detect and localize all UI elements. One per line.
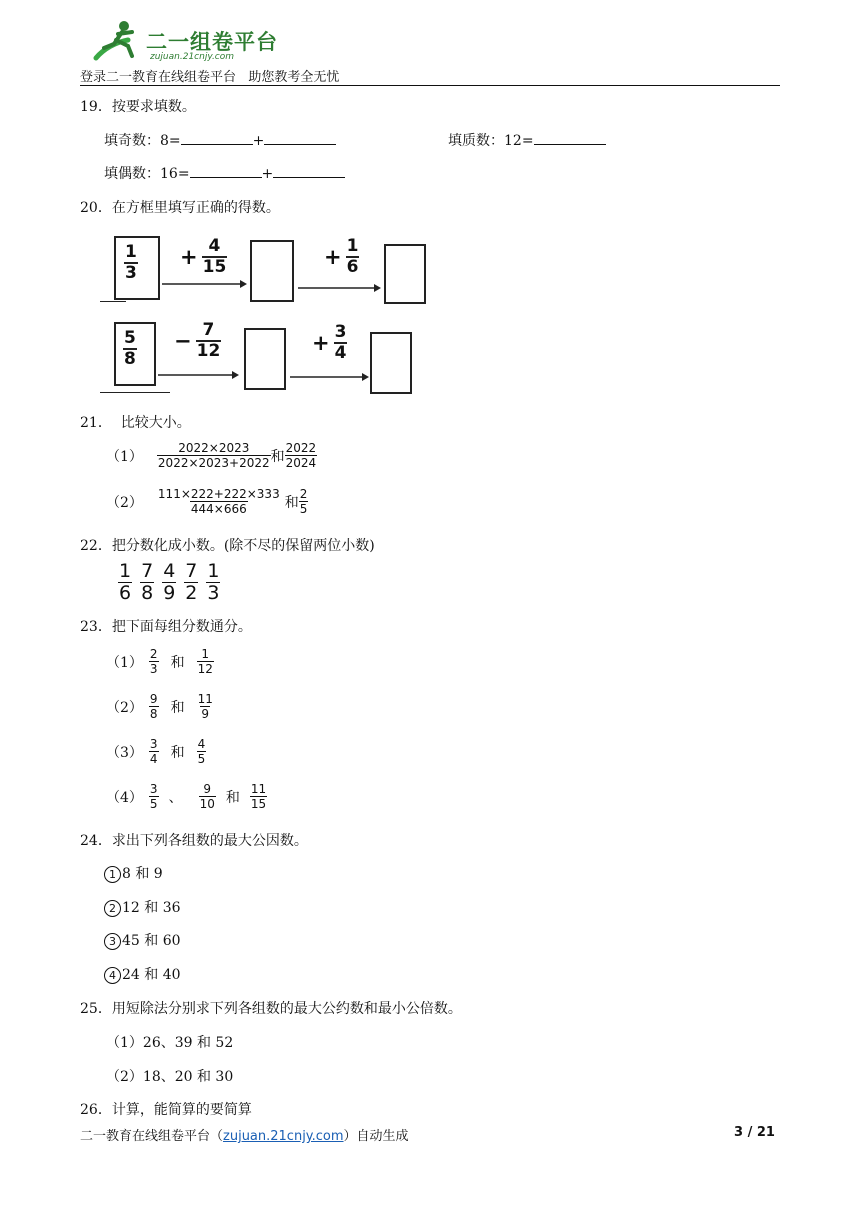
q20-row2-op1 [174, 322, 221, 360]
q23-item [106, 648, 214, 675]
q23-denominator: 8 [149, 707, 158, 721]
q20-row1-op2-sign: + [324, 245, 342, 269]
q23-fraction-a [149, 648, 159, 675]
q19-plus-2: + [261, 166, 274, 182]
q19-prime-blank[interactable] [534, 130, 606, 145]
q22-fraction-denominator: 3 [207, 582, 220, 604]
q22-fraction [162, 562, 176, 603]
q21-part2-fraction-b [299, 488, 309, 515]
q20-row1-start-numerator: 1 [125, 242, 137, 262]
footer-source [80, 1125, 409, 1144]
q23-fraction-a [149, 693, 159, 720]
q21-part1-fraction-b [285, 442, 318, 469]
q25-item: （1）26、39 和 52 [106, 1035, 234, 1051]
q23-denominator: 4 [149, 752, 158, 766]
q23-denominator: 12 [197, 662, 213, 676]
logo-subtext: zujuan.21cnjy.com [150, 52, 235, 62]
q20-row1-arrow-1-icon [160, 278, 248, 290]
q20-title: 20．在方框里填写正确的得数。 [80, 200, 280, 216]
q21-part2-a-denominator: 444×666 [190, 502, 247, 516]
q19-odd-blank-2[interactable] [264, 130, 336, 145]
q20-row2-arrow-1-icon [156, 369, 240, 381]
q24-circled-number: 3 [104, 933, 121, 950]
q20-row2-start-box [114, 322, 156, 386]
q19-title: 19．按要求填数。 [80, 99, 196, 115]
q21-part1-b-numerator: 2022 [285, 441, 317, 455]
q23-and: 和 [170, 654, 185, 671]
q23-and: 和 [225, 789, 240, 806]
q22-fraction-denominator: 2 [185, 582, 198, 604]
q21-part1-a-denominator: 2022×2023+2022 [157, 456, 270, 470]
q22-fraction-numerator: 1 [207, 560, 220, 582]
q21-part1-fraction-a [157, 442, 271, 469]
footer-link[interactable]: zujuan.21cnjy.com [223, 1129, 344, 1144]
q19-odd-blank-1[interactable] [181, 130, 253, 145]
q19-even-label: 填偶数：16= [104, 166, 190, 182]
q19-prime-label: 填质数：12= [448, 133, 534, 149]
q23-fraction-b [197, 738, 207, 765]
q22-fraction-denominator: 6 [119, 582, 132, 604]
q24-item [104, 897, 181, 917]
q24-circled-number: 4 [104, 967, 121, 984]
page-number: 3 / 21 [734, 1125, 775, 1140]
q20-row1-op1 [180, 238, 227, 276]
q24-item-text: 45 和 60 [122, 933, 181, 949]
q20-row1-op2-numerator: 1 [346, 236, 359, 256]
q24-item-text: 12 和 36 [122, 900, 181, 916]
q20-row2-op1-numerator: 7 [202, 320, 215, 340]
q20-row1-start-denominator: 3 [125, 263, 137, 283]
q20-row2-arrow-2-icon [288, 371, 370, 383]
q24-circled-number: 1 [104, 866, 121, 883]
q23-item-label: （3） [106, 744, 143, 761]
q23-item [106, 783, 267, 810]
q24-item [104, 930, 181, 950]
q20-row2-op2 [312, 324, 347, 362]
q19-odd-row [104, 130, 336, 150]
q22-fraction-denominator: 8 [141, 582, 154, 604]
q20-row2-op1-denominator: 12 [196, 341, 221, 361]
q22-fractions [118, 562, 220, 603]
q19-prime-row [448, 130, 606, 150]
q24-item-text: 8 和 9 [122, 866, 163, 882]
q23-item-label: （4） [106, 789, 143, 806]
q21-part2-and: 和 [284, 494, 299, 511]
q20-row1-op1-denominator: 15 [202, 257, 227, 277]
q23-numerator: 4 [197, 737, 206, 751]
q25-title: 25．用短除法分别求下列各组数的最大公约数和最小公倍数。 [80, 1001, 462, 1017]
q23-fraction-a [149, 738, 159, 765]
q23-numerator: 9 [203, 782, 212, 796]
q23-separator: 、 [168, 789, 183, 806]
q23-title: 23．把下面每组分数通分。 [80, 619, 252, 635]
q20-row2-answer-box-1[interactable] [244, 328, 286, 390]
q20-row1-op2 [324, 238, 359, 276]
q20-row2-baseline [100, 392, 170, 393]
q25-item: （2）18、20 和 30 [106, 1069, 234, 1085]
q20-row1-baseline [100, 301, 126, 302]
q20-row2-op2-sign: + [312, 331, 330, 355]
q20-row1 [100, 228, 430, 308]
q23-fraction-m [199, 783, 216, 810]
header-tagline: 登录二一教育在线组卷平台 助您教考全无忧 [80, 70, 340, 85]
q23-denominator: 9 [201, 707, 210, 721]
q19-odd-label: 填奇数：8= [104, 133, 181, 149]
q23-denominator: 5 [197, 752, 206, 766]
q23-item [106, 693, 214, 720]
q20-row1-start-box [114, 236, 160, 300]
q19-even-blank-1[interactable] [190, 163, 262, 178]
q21-part1 [106, 442, 317, 469]
q23-fraction-a [149, 783, 159, 810]
q23-numerator: 3 [149, 782, 158, 796]
q23-numerator: 3 [149, 737, 158, 751]
q23-item-label: （2） [106, 699, 143, 716]
q23-fraction-b [197, 648, 214, 675]
q19-even-blank-2[interactable] [273, 163, 345, 178]
q20-row2-start-denominator: 8 [124, 349, 136, 369]
q20-row2-start-numerator: 5 [124, 328, 136, 348]
q23-numerator: 11 [250, 782, 267, 796]
q23-numerator: 9 [149, 692, 158, 706]
q21-part1-and: 和 [270, 448, 285, 465]
q23-numerator: 1 [201, 647, 210, 661]
q23-item-label: （1） [106, 654, 143, 671]
q19-even-row [104, 163, 345, 183]
q20-row1-answer-box-1[interactable] [250, 240, 294, 302]
q24-title: 24．求出下列各组数的最大公因数。 [80, 833, 308, 849]
q23-denominator: 3 [149, 662, 158, 676]
q20-row2 [100, 318, 430, 396]
q22-fraction [184, 562, 198, 603]
q23-fraction-b [197, 693, 214, 720]
q23-numerator: 11 [197, 692, 213, 706]
q22-fraction-numerator: 7 [185, 560, 198, 582]
q20-row1-answer-box-2[interactable] [384, 244, 426, 304]
q20-row1-op2-denominator: 6 [346, 257, 359, 277]
q24-item [104, 964, 181, 984]
q19-plus-1: + [252, 133, 265, 149]
q23-fraction-b [250, 783, 267, 810]
q23-and: 和 [170, 699, 185, 716]
logo-text: 二一组卷平台 [146, 30, 278, 54]
q23-and: 和 [170, 744, 185, 761]
q21-title: 21． 比较大小。 [80, 415, 191, 431]
q20-row1-op1-numerator: 4 [208, 236, 221, 256]
q22-fraction [206, 562, 220, 603]
q21-part2-b-denominator: 5 [299, 502, 308, 516]
q21-part1-a-numerator: 2022×2023 [178, 441, 250, 455]
q21-part2 [106, 488, 308, 515]
q22-fraction-numerator: 4 [163, 560, 176, 582]
q23-denominator: 10 [199, 797, 215, 811]
q22-fraction [118, 562, 132, 603]
q21-part2-label: （2） [106, 494, 143, 511]
q20-row2-op1-sign: − [174, 329, 192, 353]
q20-row1-arrow-2-icon [296, 282, 382, 294]
q26-title: 26．计算，能简算的要简算 [80, 1102, 252, 1118]
footer-suffix: ）自动生成 [343, 1129, 409, 1144]
q22-fraction-numerator: 7 [141, 560, 154, 582]
q23-item [106, 738, 206, 765]
q20-row2-op2-numerator: 3 [334, 322, 347, 342]
header-logo [88, 18, 288, 64]
q24-circled-number: 2 [104, 900, 121, 917]
q22-fraction-denominator: 9 [163, 582, 176, 604]
q21-part2-b-numerator: 2 [299, 487, 308, 501]
q21-part2-a-numerator: 111×222+222×333 [157, 487, 280, 501]
q21-part2-fraction-a [157, 488, 281, 515]
q20-row1-op1-sign: + [180, 245, 198, 269]
q22-title: 22．把分数化成小数。(除不尽的保留两位小数) [80, 538, 375, 554]
q20-row2-op2-denominator: 4 [334, 343, 347, 363]
q21-part1-label: （1） [106, 448, 143, 465]
q24-item [104, 863, 163, 883]
q23-numerator: 2 [149, 647, 158, 661]
q21-part1-b-denominator: 2024 [285, 456, 317, 470]
footer-prefix: 二一教育在线组卷平台（ [80, 1129, 224, 1144]
q22-fraction [140, 562, 154, 603]
q20-row2-answer-box-2[interactable] [370, 332, 412, 394]
q24-item-text: 24 和 40 [122, 967, 181, 983]
runner-logo-icon [88, 18, 148, 62]
q23-denominator: 15 [250, 797, 267, 811]
header-divider [80, 85, 780, 86]
q22-fraction-numerator: 1 [119, 560, 132, 582]
q23-denominator: 5 [149, 797, 158, 811]
